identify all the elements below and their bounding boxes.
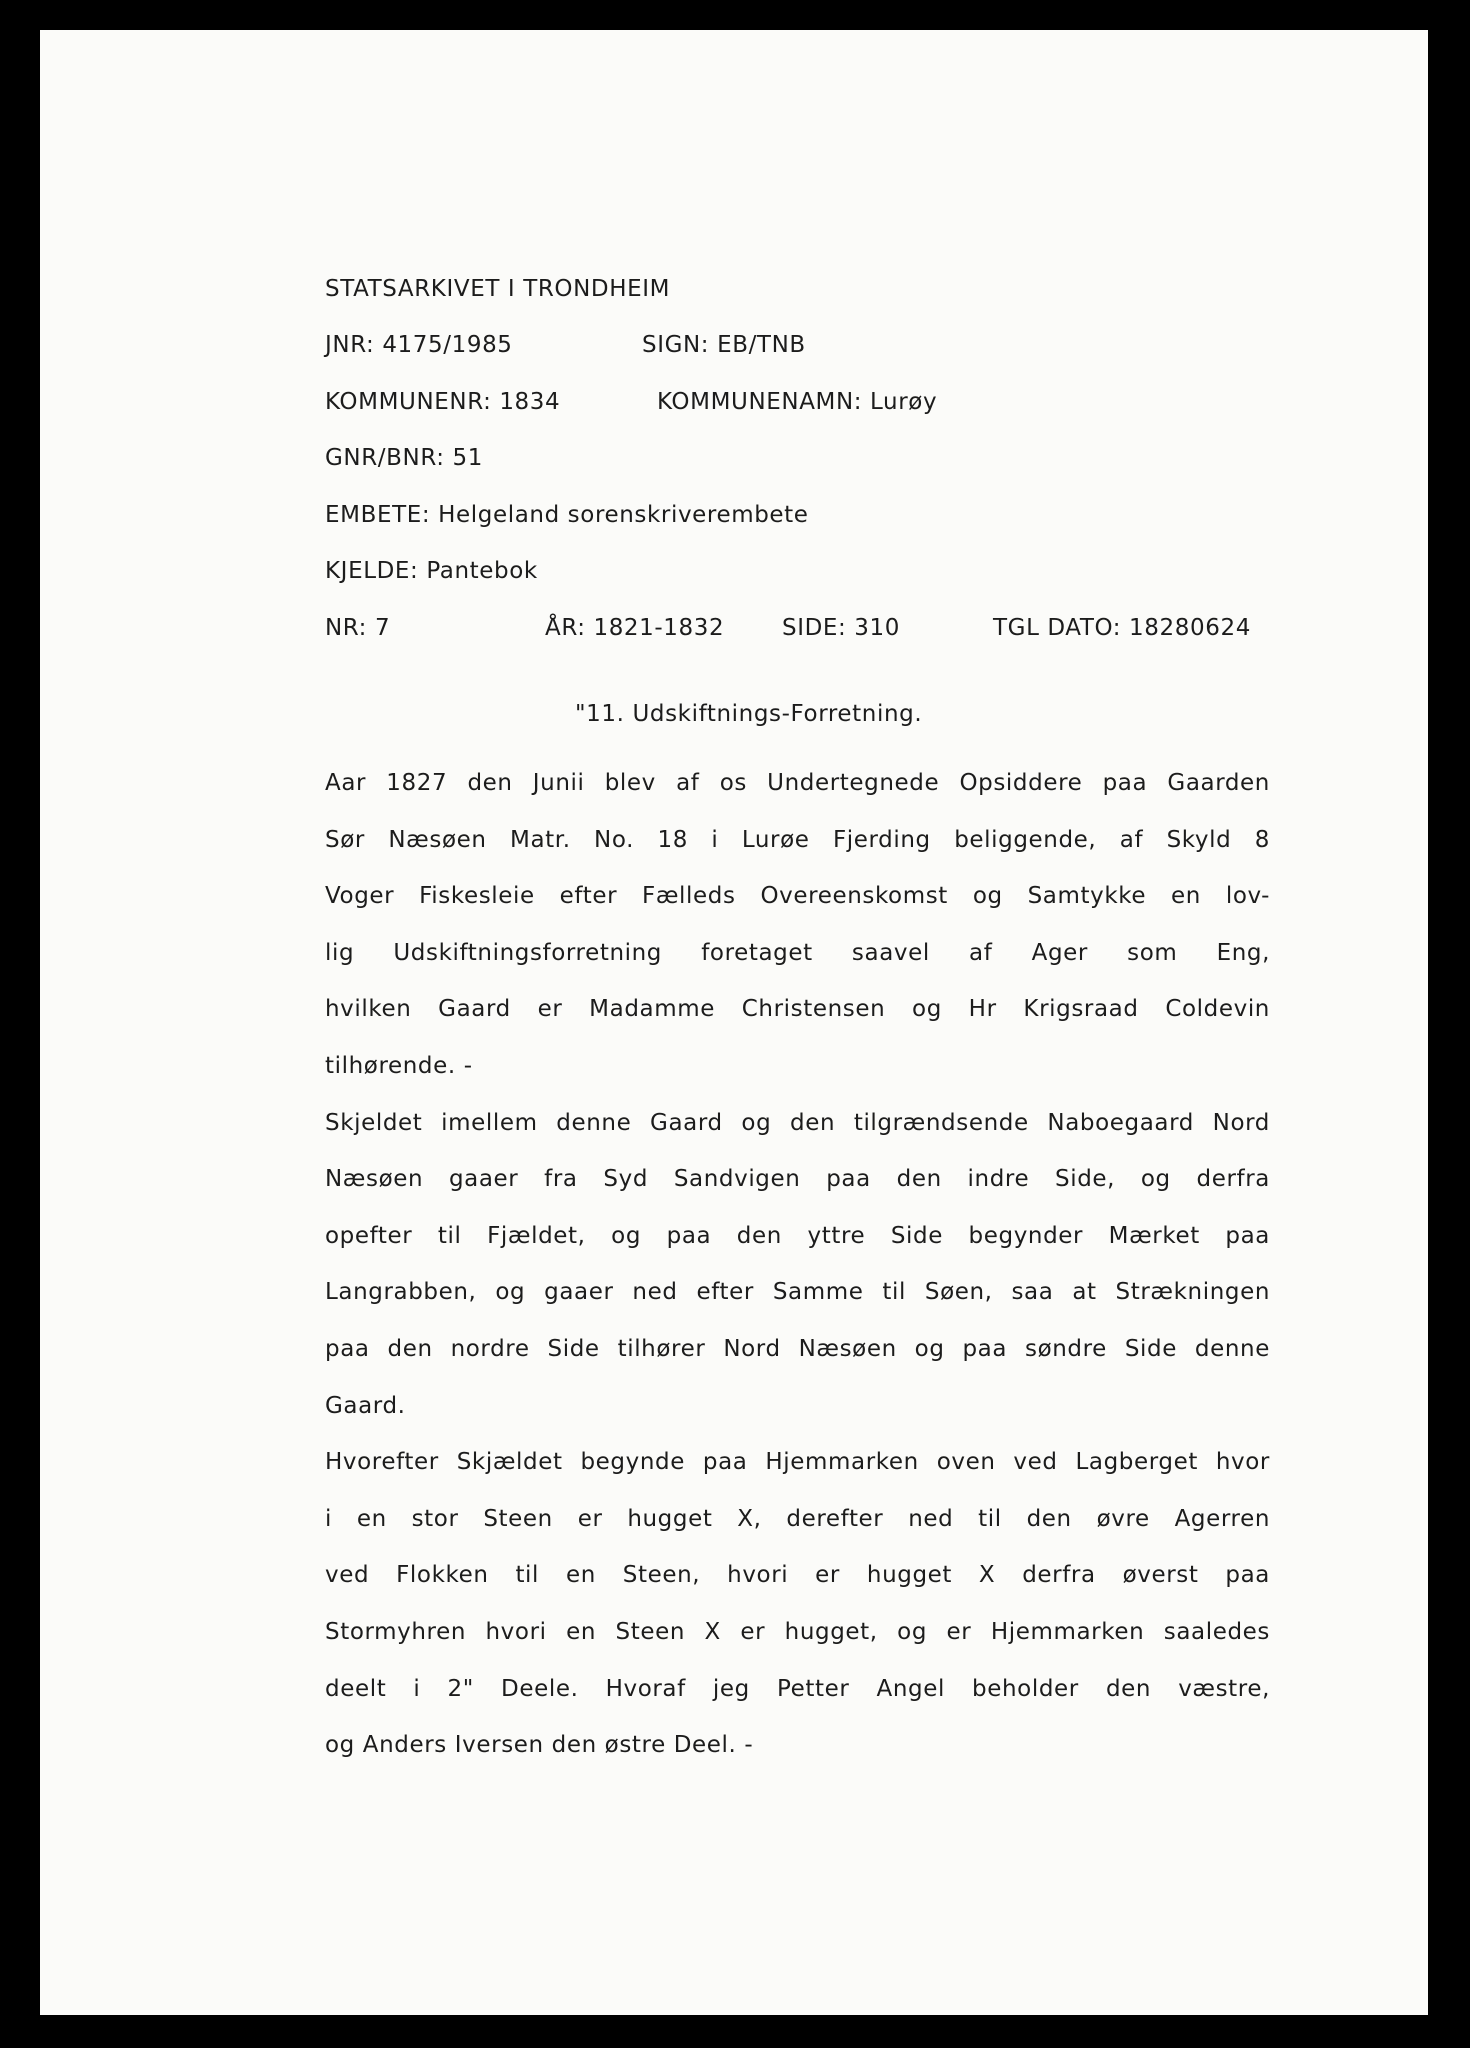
text-line: hvilken Gaard er Madamme Christensen og Hr Krigsraad Coldevin — [325, 996, 1270, 1023]
text-line: Gaard. — [325, 1392, 406, 1419]
signature: SIGN: EB/TNB — [642, 332, 806, 358]
municipality-name: KOMMUNENAMN: Lurøy — [657, 389, 938, 415]
source: KJELDE: Pantebok — [325, 558, 538, 584]
text-line: Stormyhren hvori en Steen X er hugget, og er Hjemmarken saaledes — [325, 1618, 1270, 1645]
farm-number: GNR/BNR: 51 — [325, 445, 483, 471]
record-number: NR: 7 — [325, 615, 391, 641]
office: EMBETE: Helgeland sorenskriverembete — [325, 502, 809, 528]
text-line: Sør Næsøen Matr. No. 18 i Lurøe Fjerding beliggende, af Skyld 8 — [325, 826, 1270, 853]
record-years: ÅR: 1821-1832 — [545, 615, 725, 641]
municipality-number: KOMMUNENR: 1834 — [325, 389, 561, 415]
document-title: "11. Udskiftnings-Forretning. — [575, 701, 923, 727]
text-line: ved Flokken til en Steen, hvori er hugget X derfra øverst paa — [325, 1562, 1270, 1589]
document-page — [40, 30, 1428, 2015]
journal-number: JNR: 4175/1985 — [325, 332, 513, 358]
record-page: SIDE: 310 — [782, 615, 900, 641]
text-line: lig Udskiftningsforretning foretaget saavel af Ager som Eng, — [325, 939, 1270, 966]
text-line: og Anders Iversen den østre Deel. - — [325, 1732, 754, 1759]
text-line: i en stor Steen er hugget X, derefter ned til den øvre Agerren — [325, 1505, 1270, 1532]
text-line: opefter til Fjældet, og paa den yttre Side begynder Mærket paa — [325, 1222, 1270, 1249]
text-line: Skjeldet imellem denne Gaard og den tilgrændsende Naboegaard Nord — [325, 1109, 1270, 1136]
text-line: Voger Fiskesleie efter Fælleds Overeenskomst og Samtykke en lov- — [325, 883, 1270, 910]
text-line: Langrabben, og gaaer ned efter Samme til Søen, saa at Strækningen — [325, 1279, 1270, 1306]
registration-date: TGL DATO: 18280624 — [993, 615, 1251, 641]
text-line: Aar 1827 den Junii blev af os Undertegnede Opsiddere paa Gaarden — [325, 770, 1270, 796]
text-line: paa den nordre Side tilhører Nord Næsøen og paa søndre Side denne — [325, 1335, 1270, 1362]
archive-name: STATSARKIVET I TRONDHEIM — [325, 276, 671, 302]
text-line: Næsøen gaaer fra Syd Sandvigen paa den indre Side, og derfra — [325, 1166, 1270, 1193]
text-line: deelt i 2" Deele. Hvoraf jeg Petter Angel beholder den væstre, — [325, 1675, 1270, 1702]
text-line: Hvorefter Skjældet begynde paa Hjemmarken oven ved Lagberget hvor — [325, 1449, 1270, 1476]
transcription-body — [325, 755, 1270, 1774]
text-line: tilhørende. - — [325, 1052, 473, 1079]
